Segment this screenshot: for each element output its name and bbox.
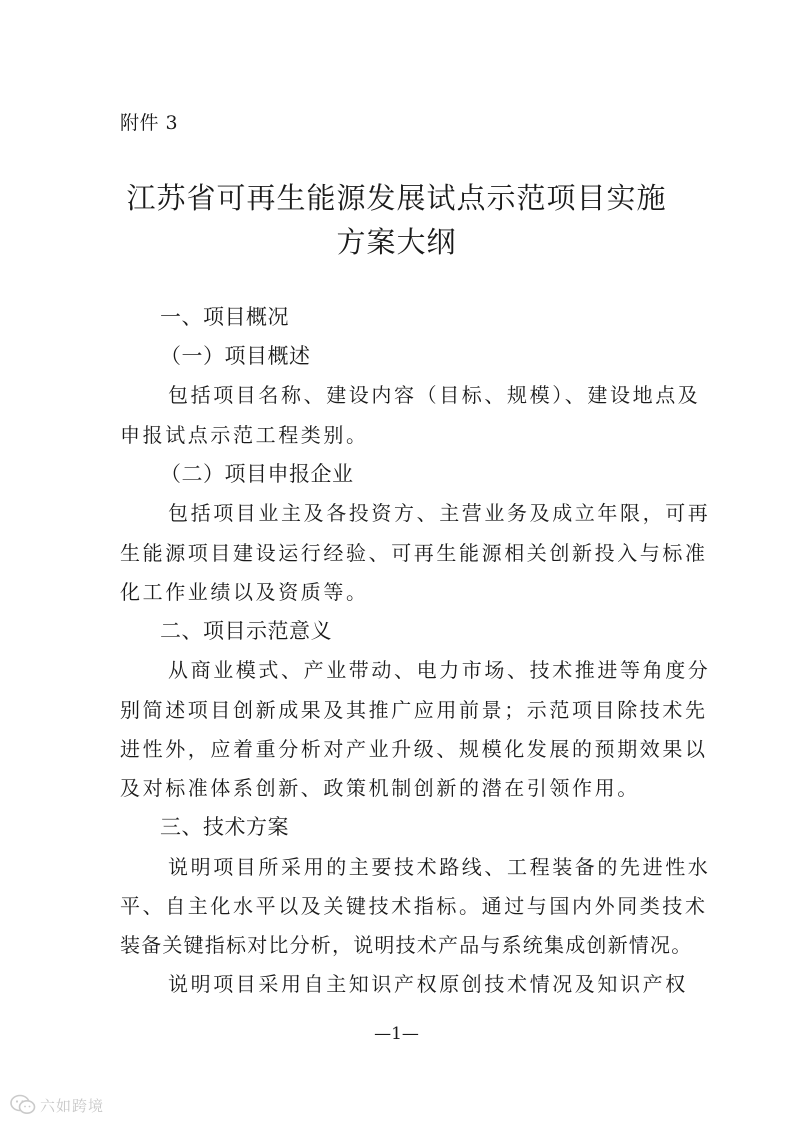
paragraph-line: 化工作业绩以及资质等。: [120, 580, 369, 604]
paragraph-line: 说明项目采用自主知识产权原创技术情况及知识产权: [168, 972, 688, 996]
page-number: —1—: [374, 1024, 419, 1044]
paragraph-line: 包括项目业主及各投资方、主营业务及成立年限，可再: [168, 501, 711, 525]
paragraph-line: 包括项目名称、建设内容（目标、规模）、建设地点及: [168, 383, 701, 407]
section-heading-3: 三、技术方案: [160, 815, 289, 839]
paragraph-line: 说明项目所采用的主要技术路线、工程装备的先进性水: [168, 855, 711, 879]
attachment-label: 附件 3: [120, 112, 179, 134]
watermark: [10, 1094, 104, 1116]
paragraph-line: 别简述项目创新成果及其推广应用前景；示范项目除技术先: [120, 698, 708, 722]
paragraph-line: 申报试点示范工程类别。: [120, 423, 369, 447]
paragraph-line: 及对标准体系创新、政策机制创新的潜在引领作用。: [120, 776, 640, 800]
paragraph-line: 装备关键指标对比分析，说明技术产品与系统集成创新情况。: [120, 933, 693, 957]
subsection-heading-1-1: （一）项目概述: [160, 344, 311, 368]
section-heading-2: 二、项目示范意义: [160, 619, 332, 643]
document-title-line-1: 江苏省可再生能源发展试点示范项目实施: [126, 181, 667, 215]
paragraph-line: 从商业模式、产业带动、电力市场、技术推进等角度分: [168, 658, 711, 682]
paragraph-line: 平、自主化水平以及关键技术指标。通过与国内外同类技术: [120, 894, 708, 918]
wechat-logo-icon: [10, 1094, 36, 1116]
paragraph-line: 进性外，应着重分析对产业升级、规模化发展的预期效果以: [120, 737, 708, 761]
subsection-heading-1-2: （二）项目申报企业: [160, 462, 354, 486]
document-title-line-2: 方案大纲: [336, 225, 457, 259]
paragraph-line: 生能源项目建设运行经验、可再生能源相关创新投入与标准: [120, 541, 708, 565]
watermark-text: 六如跨境: [40, 1096, 105, 1115]
section-heading-1: 一、项目概况: [160, 305, 289, 329]
